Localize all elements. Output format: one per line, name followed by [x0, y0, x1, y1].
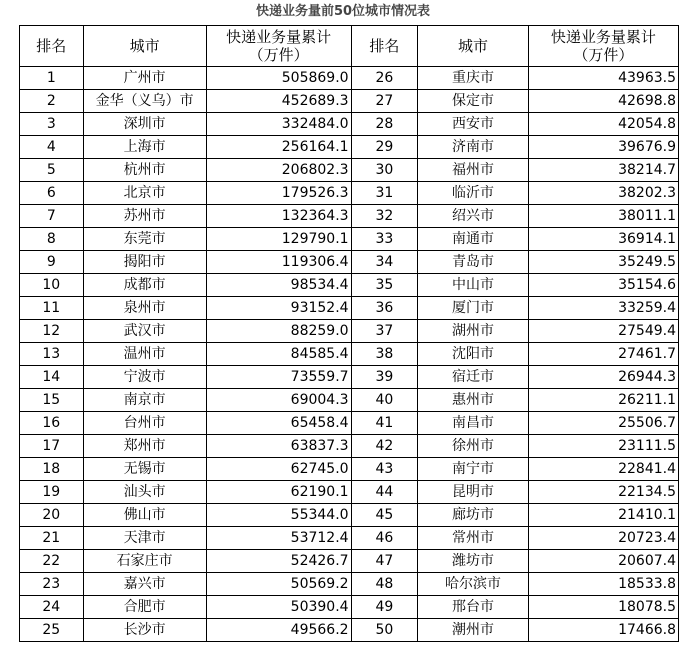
cell-rank-right: 48: [351, 573, 418, 596]
table-header-row: [20, 26, 679, 67]
cell-volume-right: 33259.4: [528, 297, 678, 320]
cell-rank-right: 35: [351, 274, 418, 297]
cell-rank-left: 22: [20, 550, 84, 573]
cell-volume-right: 26944.3: [528, 366, 678, 389]
cell-rank-right: 30: [351, 159, 418, 182]
table-row: [20, 412, 679, 435]
cell-city-right: 惠州市: [418, 389, 529, 412]
cell-city-left: 台州市: [83, 412, 206, 435]
cell-volume-right: 43963.5: [528, 67, 678, 90]
cell-volume-left: 119306.4: [206, 251, 351, 274]
express-volume-table: [19, 25, 679, 642]
cell-volume-right: 20607.4: [528, 550, 678, 573]
cell-volume-left: 256164.1: [206, 136, 351, 159]
cell-city-left: 深圳市: [83, 113, 206, 136]
table-row: [20, 573, 679, 596]
cell-city-right: 哈尔滨市: [418, 573, 529, 596]
cell-volume-left: 129790.1: [206, 228, 351, 251]
cell-city-right: 徐州市: [418, 435, 529, 458]
cell-volume-right: 42698.8: [528, 90, 678, 113]
table-row: [20, 228, 679, 251]
cell-city-left: 无锡市: [83, 458, 206, 481]
table-row: [20, 343, 679, 366]
cell-city-left: 揭阳市: [83, 251, 206, 274]
cell-rank-right: 28: [351, 113, 418, 136]
cell-volume-left: 53712.4: [206, 527, 351, 550]
cell-city-left: 东莞市: [83, 228, 206, 251]
cell-volume-right: 23111.5: [528, 435, 678, 458]
cell-volume-right: 27549.4: [528, 320, 678, 343]
cell-rank-left: 1: [20, 67, 84, 90]
cell-volume-right: 21410.1: [528, 504, 678, 527]
cell-rank-right: 40: [351, 389, 418, 412]
cell-volume-left: 65458.4: [206, 412, 351, 435]
cell-city-right: 临沂市: [418, 182, 529, 205]
cell-rank-right: 39: [351, 366, 418, 389]
cell-volume-left: 505869.0: [206, 67, 351, 90]
cell-volume-right: 38214.7: [528, 159, 678, 182]
cell-rank-right: 46: [351, 527, 418, 550]
table-row: [20, 67, 679, 90]
cell-city-right: 南昌市: [418, 412, 529, 435]
cell-city-right: 湖州市: [418, 320, 529, 343]
table-row: [20, 251, 679, 274]
cell-volume-right: 36914.1: [528, 228, 678, 251]
cell-city-right: 邢台市: [418, 596, 529, 619]
table-row: [20, 159, 679, 182]
cell-volume-left: 179526.3: [206, 182, 351, 205]
cell-rank-left: 3: [20, 113, 84, 136]
cell-city-left: 天津市: [83, 527, 206, 550]
cell-city-right: 青岛市: [418, 251, 529, 274]
cell-rank-left: 13: [20, 343, 84, 366]
cell-rank-left: 24: [20, 596, 84, 619]
cell-volume-left: 69004.3: [206, 389, 351, 412]
cell-rank-left: 10: [20, 274, 84, 297]
cell-city-right: 常州市: [418, 527, 529, 550]
cell-city-right: 福州市: [418, 159, 529, 182]
cell-city-left: 合肥市: [83, 596, 206, 619]
cell-volume-left: 49566.2: [206, 619, 351, 642]
cell-city-left: 广州市: [83, 67, 206, 90]
cell-volume-left: 63837.3: [206, 435, 351, 458]
cell-volume-right: 18533.8: [528, 573, 678, 596]
cell-rank-left: 8: [20, 228, 84, 251]
cell-volume-left: 98534.4: [206, 274, 351, 297]
cell-volume-left: 52426.7: [206, 550, 351, 573]
table-row: [20, 274, 679, 297]
cell-city-left: 南京市: [83, 389, 206, 412]
cell-volume-left: 50390.4: [206, 596, 351, 619]
cell-volume-left: 206802.3: [206, 159, 351, 182]
cell-volume-left: 62745.0: [206, 458, 351, 481]
cell-city-left: 宁波市: [83, 366, 206, 389]
cell-city-right: 宿迁市: [418, 366, 529, 389]
cell-rank-right: 44: [351, 481, 418, 504]
cell-city-left: 金华（义乌）市: [83, 90, 206, 113]
table-row: [20, 182, 679, 205]
cell-city-left: 泉州市: [83, 297, 206, 320]
cell-rank-left: 11: [20, 297, 84, 320]
cell-rank-right: 50: [351, 619, 418, 642]
cell-city-left: 石家庄市: [83, 550, 206, 573]
cell-rank-right: 38: [351, 343, 418, 366]
cell-volume-right: 26211.1: [528, 389, 678, 412]
cell-rank-right: 27: [351, 90, 418, 113]
cell-rank-left: 9: [20, 251, 84, 274]
table-row: [20, 619, 679, 642]
cell-city-left: 郑州市: [83, 435, 206, 458]
cell-rank-right: 49: [351, 596, 418, 619]
cell-rank-right: 34: [351, 251, 418, 274]
cell-city-right: 昆明市: [418, 481, 529, 504]
cell-rank-right: 32: [351, 205, 418, 228]
table-row: [20, 458, 679, 481]
cell-rank-right: 41: [351, 412, 418, 435]
cell-city-left: 佛山市: [83, 504, 206, 527]
table-row: [20, 481, 679, 504]
cell-volume-left: 55344.0: [206, 504, 351, 527]
cell-rank-right: 43: [351, 458, 418, 481]
cell-rank-left: 14: [20, 366, 84, 389]
cell-volume-left: 62190.1: [206, 481, 351, 504]
cell-volume-right: 25506.7: [528, 412, 678, 435]
table-row: [20, 113, 679, 136]
cell-rank-left: 7: [20, 205, 84, 228]
cell-city-left: 杭州市: [83, 159, 206, 182]
cell-volume-left: 73559.7: [206, 366, 351, 389]
header-volume-left: [206, 26, 351, 67]
cell-rank-right: 26: [351, 67, 418, 90]
cell-city-right: 南宁市: [418, 458, 529, 481]
header-city-left: 城市: [83, 26, 206, 67]
cell-rank-right: 47: [351, 550, 418, 573]
cell-city-right: 中山市: [418, 274, 529, 297]
cell-city-left: 汕头市: [83, 481, 206, 504]
cell-volume-left: 452689.3: [206, 90, 351, 113]
table-row: [20, 550, 679, 573]
cell-rank-right: 37: [351, 320, 418, 343]
cell-volume-right: 27461.7: [528, 343, 678, 366]
cell-rank-right: 36: [351, 297, 418, 320]
cell-city-left: 北京市: [83, 182, 206, 205]
table-row: [20, 435, 679, 458]
cell-volume-right: 42054.8: [528, 113, 678, 136]
cell-volume-left: 50569.2: [206, 573, 351, 596]
cell-city-right: 保定市: [418, 90, 529, 113]
cell-volume-right: 38011.1: [528, 205, 678, 228]
cell-rank-left: 19: [20, 481, 84, 504]
table-row: [20, 297, 679, 320]
cell-city-right: 廊坊市: [418, 504, 529, 527]
cell-rank-left: 16: [20, 412, 84, 435]
cell-city-left: 长沙市: [83, 619, 206, 642]
header-volume-unit: （万件）: [573, 46, 634, 64]
cell-city-left: 武汉市: [83, 320, 206, 343]
cell-city-right: 南通市: [418, 228, 529, 251]
header-rank-left: 排名: [20, 26, 84, 67]
cell-city-right: 重庆市: [418, 67, 529, 90]
cell-rank-right: 42: [351, 435, 418, 458]
cell-city-right: 潮州市: [418, 619, 529, 642]
cell-city-left: 嘉兴市: [83, 573, 206, 596]
table-row: [20, 90, 679, 113]
cell-rank-left: 4: [20, 136, 84, 159]
cell-city-left: 成都市: [83, 274, 206, 297]
cell-city-right: 沈阳市: [418, 343, 529, 366]
cell-rank-left: 5: [20, 159, 84, 182]
header-city-right: 城市: [418, 26, 529, 67]
cell-rank-right: 29: [351, 136, 418, 159]
cell-volume-right: 22841.4: [528, 458, 678, 481]
cell-city-right: 西安市: [418, 113, 529, 136]
header-volume-label: 快递业务量累计: [226, 28, 332, 46]
cell-volume-left: 84585.4: [206, 343, 351, 366]
cell-volume-left: 88259.0: [206, 320, 351, 343]
cell-volume-right: 18078.5: [528, 596, 678, 619]
table-row: [20, 136, 679, 159]
cell-rank-left: 17: [20, 435, 84, 458]
table-row: [20, 596, 679, 619]
table-body: [20, 67, 679, 642]
cell-city-right: 济南市: [418, 136, 529, 159]
cell-volume-right: 38202.3: [528, 182, 678, 205]
cell-volume-left: 93152.4: [206, 297, 351, 320]
cell-city-left: 温州市: [83, 343, 206, 366]
cell-rank-left: 20: [20, 504, 84, 527]
cell-volume-right: 39676.9: [528, 136, 678, 159]
cell-rank-left: 2: [20, 90, 84, 113]
cell-city-right: 绍兴市: [418, 205, 529, 228]
cell-volume-right: 20723.4: [528, 527, 678, 550]
header-volume-right: [528, 26, 678, 67]
cell-rank-left: 15: [20, 389, 84, 412]
cell-volume-left: 132364.3: [206, 205, 351, 228]
cell-rank-left: 21: [20, 527, 84, 550]
header-volume-unit: （万件）: [248, 46, 309, 64]
table-row: [20, 527, 679, 550]
cell-volume-right: 35249.5: [528, 251, 678, 274]
cell-rank-right: 31: [351, 182, 418, 205]
table-row: [20, 504, 679, 527]
cell-city-left: 苏州市: [83, 205, 206, 228]
cell-volume-right: 17466.8: [528, 619, 678, 642]
header-volume-label: 快递业务量累计: [550, 28, 656, 46]
cell-rank-right: 45: [351, 504, 418, 527]
table-row: [20, 389, 679, 412]
table-row: [20, 320, 679, 343]
header-rank-right: 排名: [351, 26, 418, 67]
cell-city-right: 厦门市: [418, 297, 529, 320]
cell-volume-right: 35154.6: [528, 274, 678, 297]
cell-rank-left: 6: [20, 182, 84, 205]
cell-volume-right: 22134.5: [528, 481, 678, 504]
cell-city-left: 上海市: [83, 136, 206, 159]
table-row: [20, 205, 679, 228]
cell-rank-left: 23: [20, 573, 84, 596]
table-title: 快递业务量前50位城市情况表: [255, 4, 431, 19]
cell-city-right: 潍坊市: [418, 550, 529, 573]
cell-rank-left: 25: [20, 619, 84, 642]
cell-rank-left: 12: [20, 320, 84, 343]
cell-rank-left: 18: [20, 458, 84, 481]
table-row: [20, 366, 679, 389]
cell-volume-left: 332484.0: [206, 113, 351, 136]
cell-rank-right: 33: [351, 228, 418, 251]
